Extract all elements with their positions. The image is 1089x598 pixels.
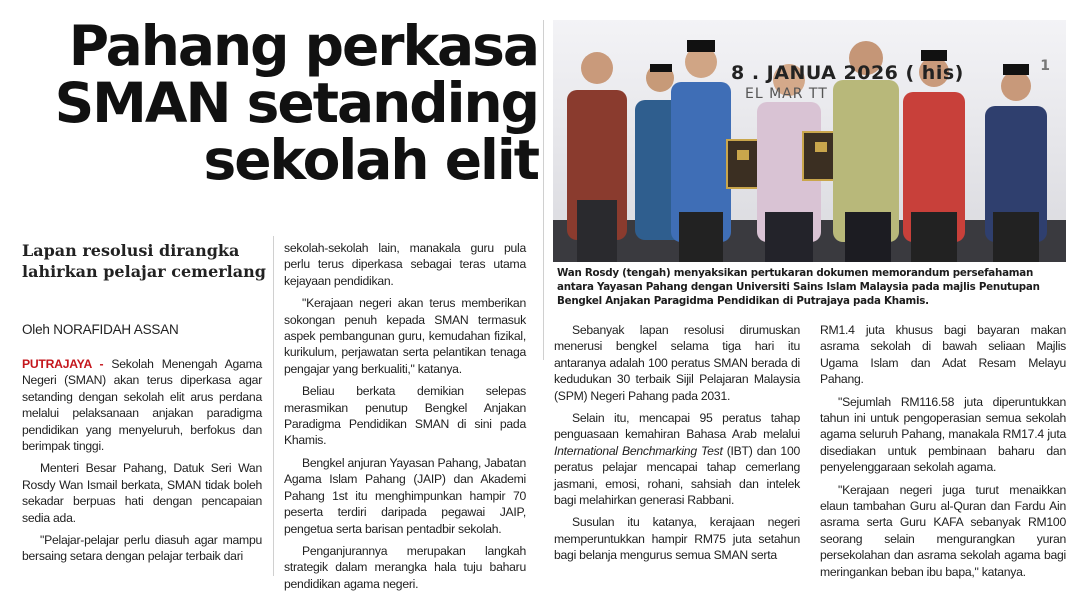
paragraph: Sebanyak lapan resolusi dirumuskan menerusi bengkel selama tiga hari itu antaranya adalah 100 peratus SMAN berada di kedudukan 30 terbaik Sijil Pelajaran Malaysia (SPM) Negeri Pahang pada 2031. [554,323,800,403]
paragraph: "Kerajaan negeri juga turut menaikkan elaun tambahan Guru al-Quran dan Fardu Ain asrama serta Guru KAFA sebanyak RM100 seorang selain mengurangkan yuran persekolahan dan asrama sekolah agama bagi meringankan beban ibu bapa," katanya. [820,482,1066,579]
paragraph: "Pelajar-pelajar perlu diasuh agar mampu bersaing setara dengan pelajar terbaik dari [22,533,262,564]
paragraph: Susulan itu katanya, kerajaan negeri memperuntukkan hampir RM75 juta setahun bagi belanja mengurus semua SMAN serta [554,515,800,563]
byline: Oleh NORAFIDAH ASSAN [22,322,179,337]
photo-caption: Wan Rosdy (tengah) menyaksikan pertukaran dokumen memorandum persefahaman antara Yayasan Pahang dengan Universiti Sains Islam Malaysia pada majlis Penutupan Bengkel Anjakan Paragidma Pendidikan di Putrajaya pada Khamis. [557,267,1040,307]
article-column-3 [554,322,800,570]
paragraph-text: (IBT) dan 100 peratus pelajar mencapai tahap cemerlang jasmani, emosi, rohani, sahsiah dan intelek bagi melahirkan generasi Rabbani. [554,443,800,508]
article-column-2 [284,240,526,598]
paragraph [22,356,262,454]
paragraph-text: Selain itu, mencapai 95 peratus tahap penguasaan kemahiran Bahasa Arab melalui [554,411,800,442]
headline-line-2: SMAN setanding [54,71,538,135]
news-photo [553,20,1066,262]
subheadline: Lapan resolusi dirangka lahirkan pelajar cemerlang [22,241,266,281]
paragraph: Penganjurannya merupakan langkah strategik dalam merangka hala tuju baharu pendidikan agama negeri. [284,543,526,591]
paragraph: Bengkel anjuran Yayasan Pahang, Jabatan Agama Islam Pahang (JAIP) dan Akademi Pahang 1st itu menghimpunkan hampir 70 peserta terdiri daripada pegawai JAIP, pengetua serta barisan pentadbir sekolah. [284,455,526,536]
article-column-1 [22,356,262,571]
paragraph: RM1.4 juta khusus bagi bayaran makan asrama sekolah di bawah seliaan Majlis Ugama Islam dan Adat Resam Melayu Pahang. [820,323,1066,387]
headline [18,14,538,192]
headline-line-3: sekolah elit [203,128,538,192]
paragraph: Beliau berkata demikian selepas merasmikan penutup Bengkel Anjakan Paradigma Pendidikan SMAN di sini pada Khamis. [284,384,526,448]
memorandum-folder [727,140,759,188]
paragraph: Menteri Besar Pahang, Datuk Seri Wan Rosdy Wan Ismail berkata, SMAN tidak boleh sekadar berpuas hati dengan pencapaian sedia ada. [22,461,262,525]
headline-line-1: Pahang perkasa [68,14,538,78]
ceremony-photo-illustration [553,20,1066,262]
stage-banner-text: 8 . JANUA 2026 ( his) [731,62,964,84]
paragraph-text: Sekolah Menengah Agama Negeri (SMAN) akan terus diperkasa agar setanding dengan sekolah elit arus perdana melalui pelaksanaan anjakan paradigma pendidikan yang menyeluruh, berfokus dan berimpak tinggi. [22,357,262,454]
article-column-4 [820,322,1066,586]
dateline: PUTRAJAYA - [22,357,104,371]
paragraph [554,410,800,508]
paragraph: "Kerajaan negeri akan terus memberikan sokongan penuh kepada SMAN termasuk aspek pembangunan guru, kemudahan fizikal, kurikulum, perjawatan serta pelantikan tenaga pengajar yang berkualiti," katanya. [284,296,526,376]
column-divider [273,236,274,576]
column-divider [543,20,544,360]
stage-banner-logo: 1 [1040,58,1050,74]
paragraph: "Sejumlah RM116.58 juta diperuntukkan tahun ini untuk pengoperasian semua sekolah agama seluruh Pahang, manakala RM17.4 juta disediakan untuk pembinaan baharu dan penyelenggaraan sekolah agama. [820,394,1066,475]
stage-banner-text-secondary: EL MAR TT [745,86,828,102]
paragraph: sekolah-sekolah lain, manakala guru pula perlu terus diperkasa sebagai teras utama kejayaan pendidikan. [284,241,526,288]
italic-term: International Benchmarking Test [554,443,723,458]
